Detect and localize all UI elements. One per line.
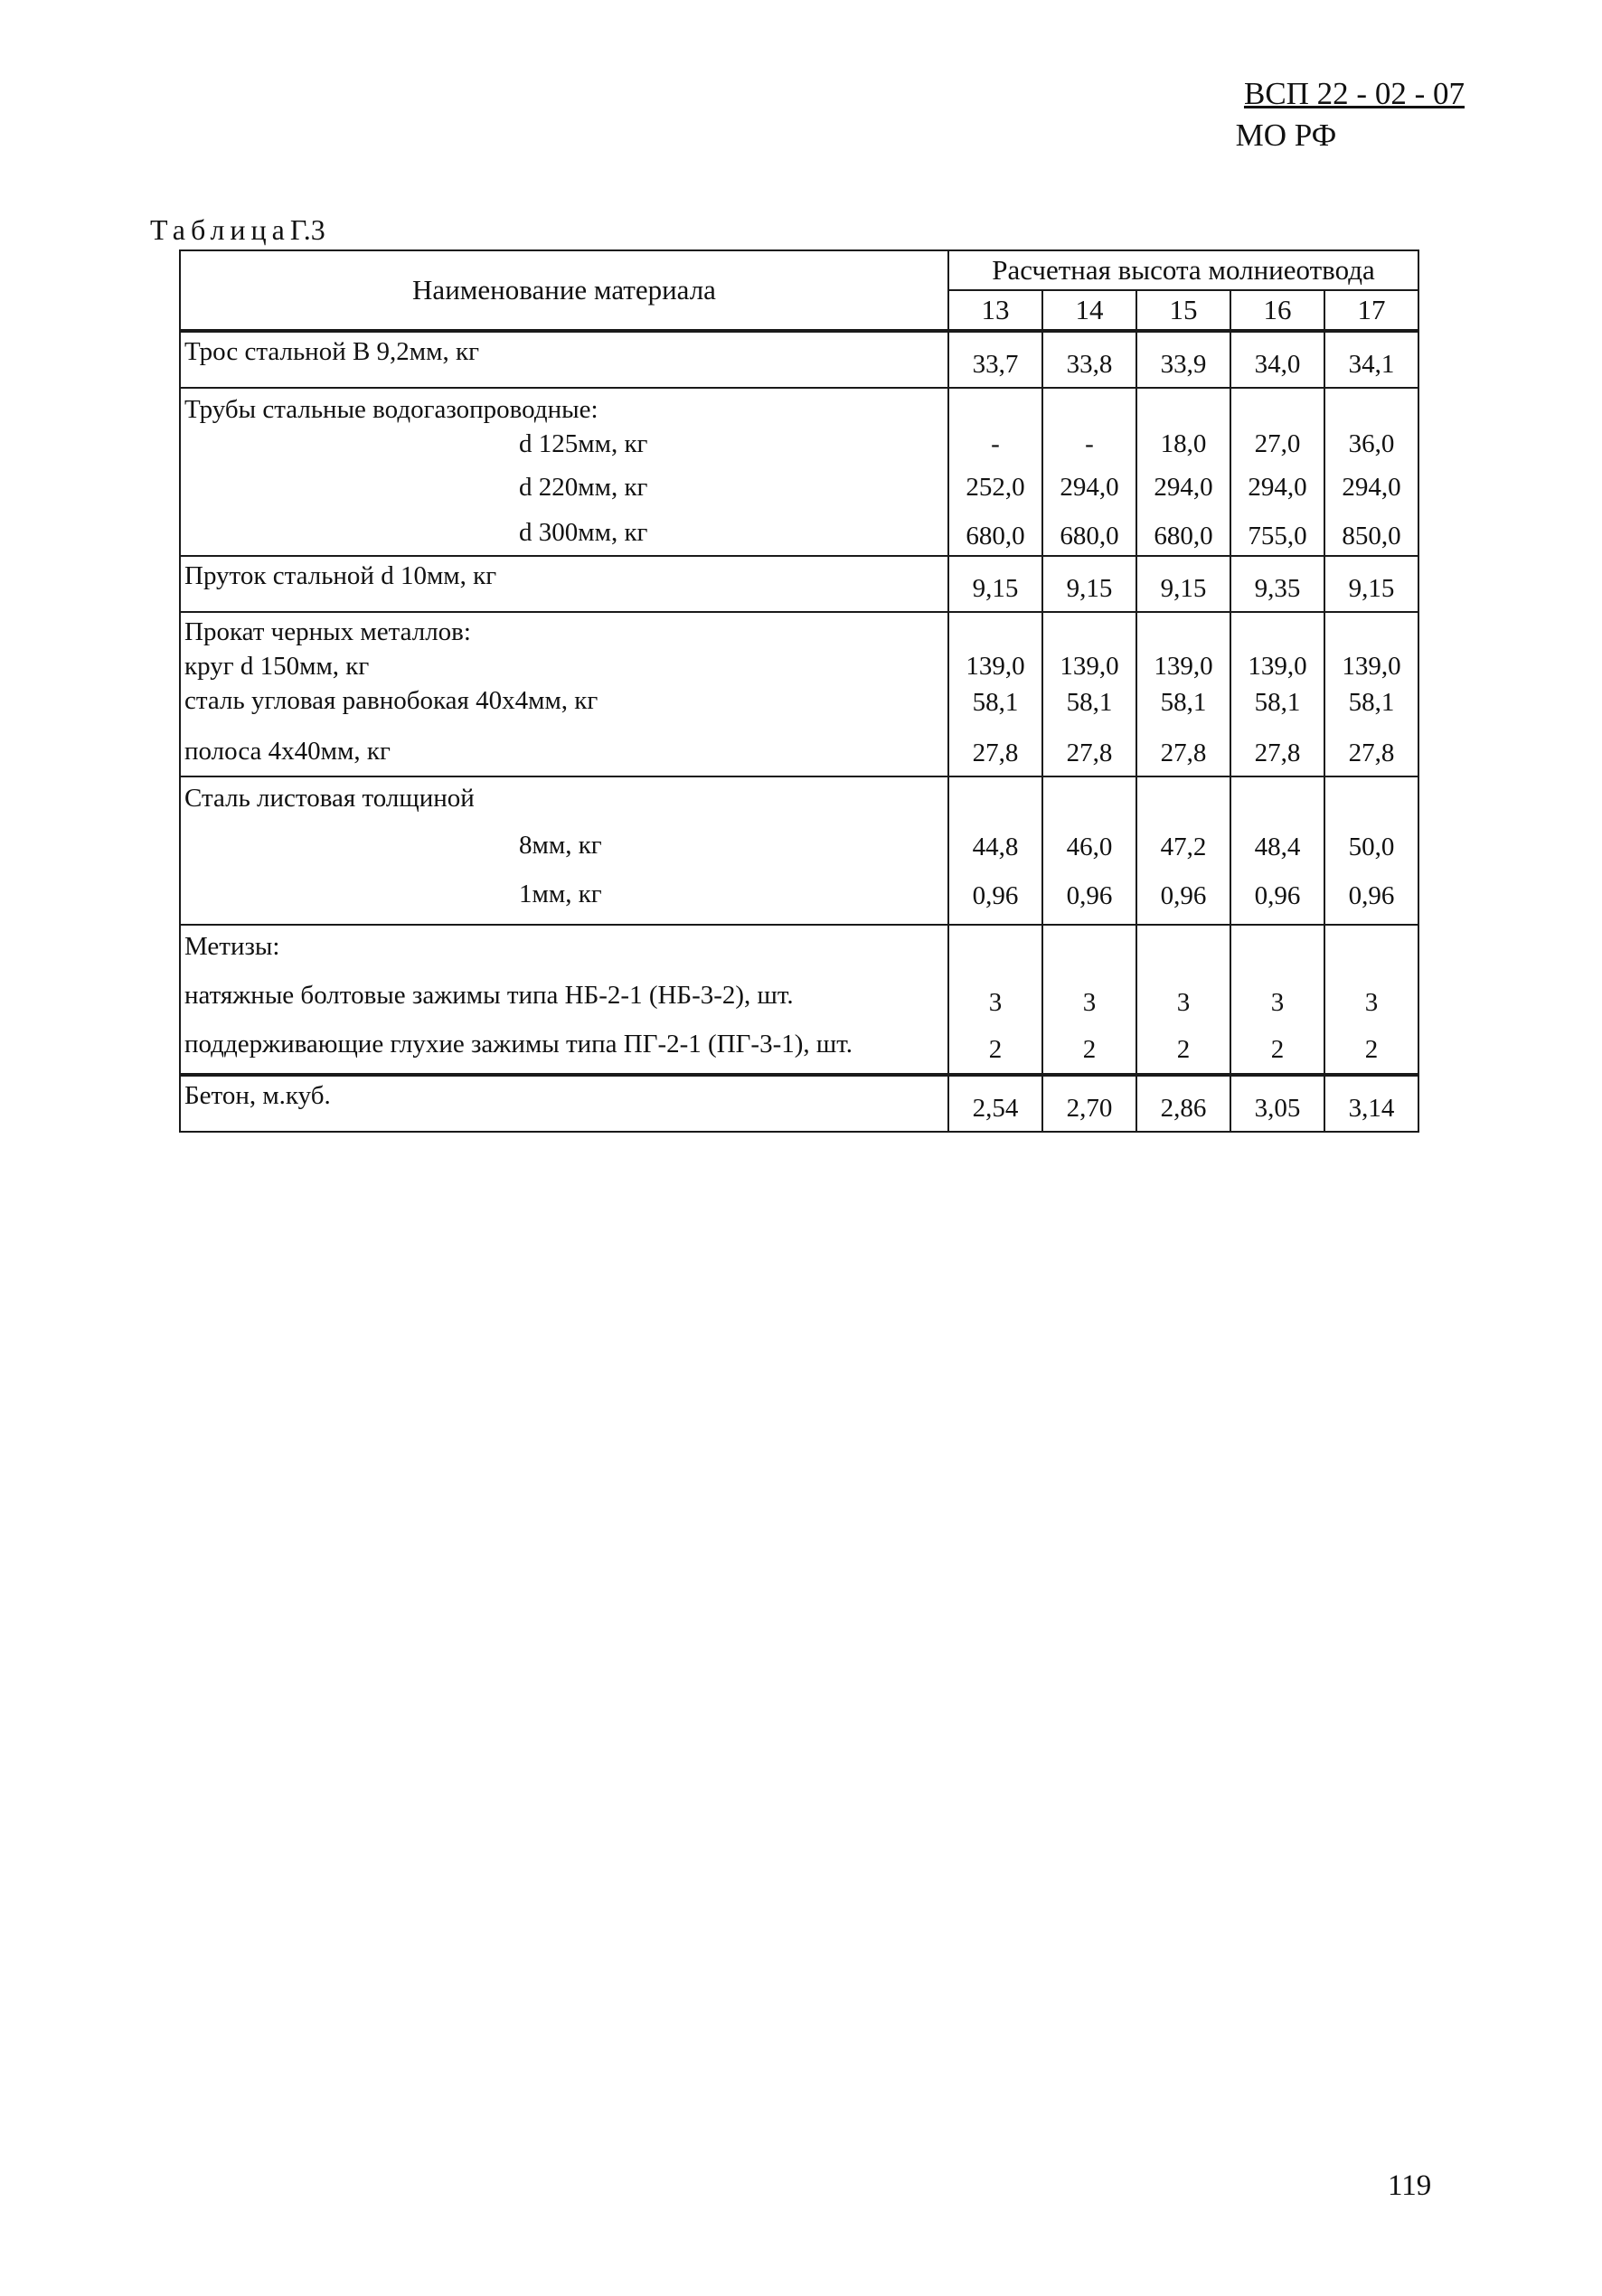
table-cell [948, 925, 1042, 1075]
table-cell: 9,15 [1324, 556, 1418, 612]
cell-value: 139,0 [1342, 652, 1401, 681]
cell-value: 3 [1270, 988, 1285, 1017]
cell-value: 0,96 [1066, 881, 1113, 910]
row-sublabel: d 220мм, кг [519, 473, 648, 502]
cell-value: 139,0 [1248, 652, 1307, 681]
table-cell [1042, 612, 1136, 776]
cell-value: 58,1 [972, 688, 1019, 717]
cell-value: 44,8 [972, 833, 1019, 861]
page-number: 119 [1388, 2169, 1432, 2202]
table-cell [1230, 776, 1324, 925]
table-caption [150, 212, 325, 248]
cell-value: 252,0 [966, 473, 1025, 502]
cell-value: 27,0 [1254, 429, 1301, 458]
cell-value: 3 [1082, 988, 1097, 1017]
cell-value: 58,1 [1066, 688, 1113, 717]
cell-value: 850,0 [1342, 522, 1401, 550]
row-sublabel: d 125мм, кг [519, 429, 648, 458]
cell-value: 2 [1270, 1035, 1285, 1064]
row-sublabel: d 300мм, кг [519, 518, 648, 547]
table-row [180, 776, 1418, 925]
column-header-material: Наименование материала [180, 250, 948, 331]
table-cell [1042, 388, 1136, 556]
row-label: Трос стальной В 9,2мм, кг [180, 331, 948, 388]
table-cell [1324, 388, 1418, 556]
cell-value: 50,0 [1348, 833, 1395, 861]
row-sublabel: поддерживающие глухие зажимы типа ПГ-2-1 (ПГ-3-1), шт. [184, 1030, 853, 1059]
cell-value: - [1085, 429, 1094, 458]
column-header-15: 15 [1136, 290, 1230, 331]
table-cell [1230, 612, 1324, 776]
cell-value: 294,0 [1060, 473, 1119, 502]
table-cell [1230, 388, 1324, 556]
materials-table [179, 249, 1419, 1133]
column-header-16: 16 [1230, 290, 1324, 331]
cell-value: 58,1 [1160, 688, 1207, 717]
cell-value: 18,0 [1160, 429, 1207, 458]
cell-value: 58,1 [1348, 688, 1395, 717]
row-label-group [180, 612, 948, 776]
table-cell: 9,35 [1230, 556, 1324, 612]
cell-value: 294,0 [1342, 473, 1401, 502]
table-cell [1324, 925, 1418, 1075]
row-sublabel: 8мм, кг [519, 831, 602, 860]
cell-value: 0,96 [1160, 881, 1207, 910]
table-cell [1042, 925, 1136, 1075]
column-header-14: 14 [1042, 290, 1136, 331]
table-cell: 34,1 [1324, 331, 1418, 388]
cell-value: 139,0 [1060, 652, 1119, 681]
table-cell [1230, 925, 1324, 1075]
cell-value: 2 [1364, 1035, 1379, 1064]
row-label: Сталь листовая толщиной [184, 784, 475, 813]
cell-value: 2 [1176, 1035, 1191, 1064]
table-caption-word: Таблица [150, 213, 290, 246]
row-label: Бетон, м.куб. [180, 1075, 948, 1132]
cell-value: 27,8 [1066, 739, 1113, 767]
table-cell [1136, 612, 1230, 776]
row-label-group [180, 776, 948, 925]
table-row [180, 612, 1418, 776]
table-cell: 2,86 [1136, 1075, 1230, 1132]
cell-value: 27,8 [1160, 739, 1207, 767]
table-cell [1324, 612, 1418, 776]
table-cell: 2,54 [948, 1075, 1042, 1132]
cell-value: 46,0 [1066, 833, 1113, 861]
cell-value: 680,0 [1154, 522, 1213, 550]
table-row [180, 331, 1418, 388]
table-row [180, 1075, 1418, 1132]
table-row [180, 556, 1418, 612]
row-label: Пруток стальной d 10мм, кг [180, 556, 948, 612]
table-cell: 33,7 [948, 331, 1042, 388]
cell-value: 27,8 [1254, 739, 1301, 767]
row-sublabel: натяжные болтовые зажимы типа НБ-2-1 (НБ-3-2), шт. [184, 981, 794, 1010]
table-row [180, 925, 1418, 1075]
cell-value: 139,0 [966, 652, 1025, 681]
table-row [180, 388, 1418, 556]
cell-value: 0,96 [1348, 881, 1395, 910]
table-cell: 9,15 [948, 556, 1042, 612]
cell-value: 27,8 [972, 739, 1019, 767]
cell-value: 3 [1176, 988, 1191, 1017]
cell-value: 755,0 [1248, 522, 1307, 550]
cell-value: 47,2 [1160, 833, 1207, 861]
cell-value: 3 [1364, 988, 1379, 1017]
row-label: Метизы: [184, 932, 280, 961]
table-header-row [180, 250, 1418, 290]
table-cell: 9,15 [1136, 556, 1230, 612]
row-label-group [180, 925, 948, 1075]
table-cell: 33,8 [1042, 331, 1136, 388]
row-label: Прокат черных металлов: [184, 617, 471, 646]
row-sublabel: 1мм, кг [519, 880, 602, 908]
row-label: Трубы стальные водогазопроводные: [184, 395, 598, 424]
column-group-header-height: Расчетная высота молниеотвода [948, 250, 1418, 290]
cell-value: - [991, 429, 1000, 458]
table-cell: 3,14 [1324, 1075, 1418, 1132]
cell-value: 27,8 [1348, 739, 1395, 767]
table-cell [1136, 388, 1230, 556]
cell-value: 294,0 [1154, 473, 1213, 502]
cell-value: 294,0 [1248, 473, 1307, 502]
cell-value: 36,0 [1348, 429, 1395, 458]
table-cell: 9,15 [1042, 556, 1136, 612]
cell-value: 3 [988, 988, 1003, 1017]
row-sublabel: полоса 4х40мм, кг [184, 737, 391, 766]
row-sublabel: круг d 150мм, кг [184, 652, 370, 681]
table-cell [1136, 776, 1230, 925]
table-cell: 2,70 [1042, 1075, 1136, 1132]
table-cell [1136, 925, 1230, 1075]
cell-value: 0,96 [972, 881, 1019, 910]
table-caption-number: Г.3 [289, 213, 325, 246]
cell-value: 2 [1082, 1035, 1097, 1064]
cell-value: 2 [988, 1035, 1003, 1064]
cell-value: 139,0 [1154, 652, 1213, 681]
row-label-group [180, 388, 948, 556]
table-cell: 3,05 [1230, 1075, 1324, 1132]
table-cell: 34,0 [1230, 331, 1324, 388]
column-header-17: 17 [1324, 290, 1418, 331]
table-cell [1324, 776, 1418, 925]
table-cell: 33,9 [1136, 331, 1230, 388]
row-sublabel: сталь угловая равнобокая 40х4мм, кг [184, 686, 598, 715]
cell-value: 58,1 [1254, 688, 1301, 717]
cell-value: 680,0 [1060, 522, 1119, 550]
table-cell [948, 388, 1042, 556]
table-cell [1042, 776, 1136, 925]
cell-value: 0,96 [1254, 881, 1301, 910]
column-header-13: 13 [948, 290, 1042, 331]
cell-value: 680,0 [966, 522, 1025, 550]
cell-value: 48,4 [1254, 833, 1301, 861]
document-code: ВСП 22 - 02 - 07 [1243, 76, 1465, 111]
organization-label: МО РФ [1235, 118, 1337, 153]
table-cell [948, 776, 1042, 925]
table-cell [948, 612, 1042, 776]
